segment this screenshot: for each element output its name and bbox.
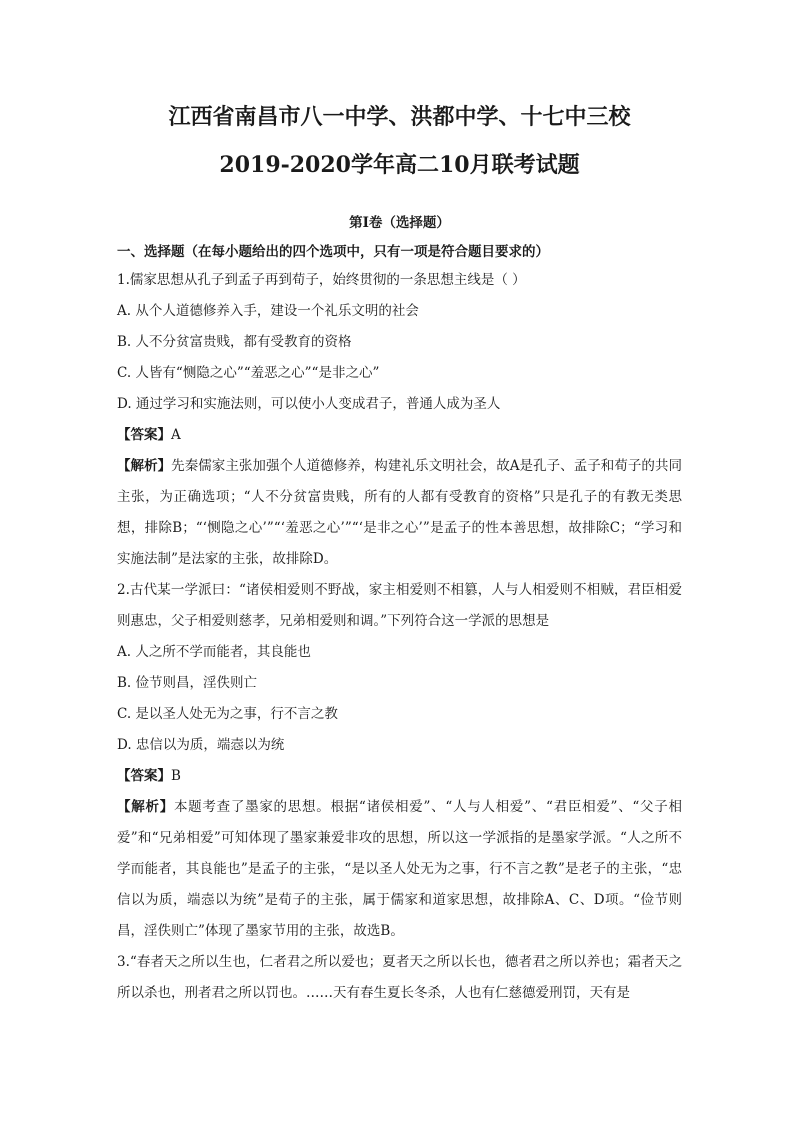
answer-row [117,420,682,451]
option-b: B. 人不分贫富贵贱，都有受教育的资格 [117,334,352,350]
option-d: D. 忠信以为质，端悫以为统 [117,737,285,753]
analysis-paragraph [117,792,682,947]
analysis-paragraph [117,451,682,575]
option-c: C. 是以圣人处无为之事，行不言之教 [117,706,338,722]
answer-value: B [171,768,181,784]
option-b: B. 俭节则昌，淫佚则亡 [117,675,258,691]
answer-row [117,761,682,792]
option-d: D. 通过学习和实施法则，可以使小人变成君子，普通人成为圣人 [117,396,501,412]
answer-label: 【答案】 [117,427,171,443]
document-title-line1: 江西省南昌市八一中学、洪都中学、十七中三校 [168,104,631,130]
section-title: 第Ⅰ卷（选择题） [349,215,450,231]
option-a: A. 人之所不学而能者，其良能也 [117,644,311,660]
question-stem: 3.“春者天之所以生也，仁者君之所以爱也；夏者天之所以长也，德者君之所以养也；霜者天之所以杀也，刑者君之所以罚也。……天有春生夏长冬杀，人也有仁慈德爱刑罚，天有是 [117,954,682,1001]
answer-value: A [171,427,181,443]
part-title: 一、选择题（在每小题给出的四个选项中，只有一项是符合题目要求的） [117,244,549,260]
question-1 [117,265,682,575]
question-stem: 1.儒家思想从孔子到孟子再到荀子，始终贯彻的一条思想主线是（ ） [117,272,526,288]
answer-label: 【答案】 [117,768,171,784]
question-stem: 2.古代某一学派曰：“诸侯相爱则不野战，家主相爱则不相篡，人与人相爱则不相贼，君臣相爱则惠忠，父子相爱则慈孝，兄弟相爱则和调。”下列符合这一学派的思想是 [117,582,682,629]
analysis-label: 【解析】 [117,799,174,815]
option-c: C. 人皆有“恻隐之心”“羞恶之心”“是非之心” [117,365,380,381]
analysis-text: 本题考查了墨家的思想。根据“诸侯相爱”、“人与人相爱”、“君臣相爱”、“父子相爱”和“兄弟相爱”可知体现了墨家兼爱非攻的思想，所以这一学派指的是墨家学派。“人之所不学而能者，其良能也”是孟子的主张，“是以圣人处无为之事，行不言之教”是老子的主张，“忠信以为质，端悫以为统”是荀子的主张，属于儒家和道家思想，故排除A、C、D项。“俭节则昌，淫佚则亡”体现了墨家节用的主张，故选B。 [117,799,683,939]
document-title-line2: 2019-2020学年高二10月联考试题 [219,152,580,178]
question-2 [117,575,682,947]
analysis-text: 先秦儒家主张加强个人道德修养，构建礼乐文明社会，故A是孔子、孟子和荀子的共同主张，为正确选项；“人不分贫富贵贱，所有的人都有受教育的资格”只是孔子的有教无类思想，排除B；“‘恻隐之心’”“‘羞恶之心’”“‘是非之心’”是孟子的性本善思想，故排除C；“学习和实施法制”是法家的主张，故排除D。 [117,458,682,567]
option-a: A. 从个人道德修养入手，建设一个礼乐文明的社会 [117,303,419,319]
question-3 [117,947,682,1009]
analysis-label: 【解析】 [117,458,172,474]
